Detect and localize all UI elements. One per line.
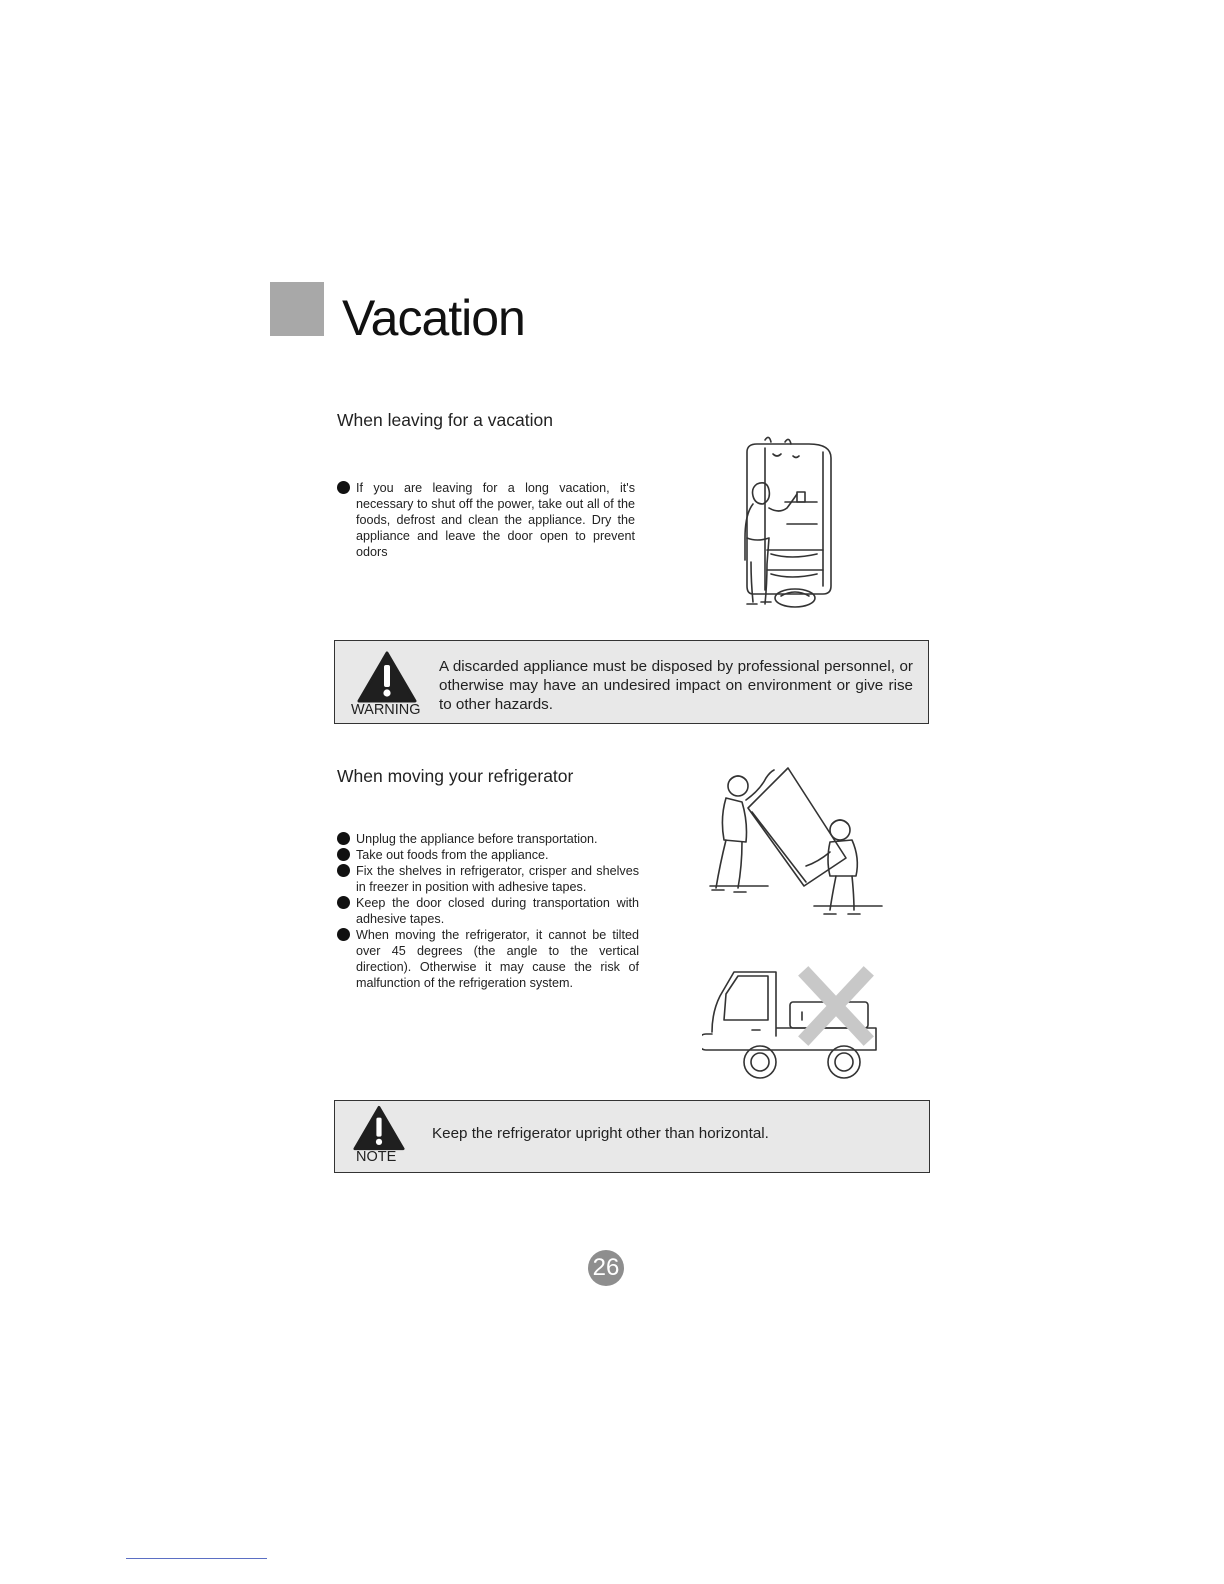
vacation-bullet-list (337, 480, 635, 560)
x-mark-icon (808, 976, 864, 1036)
bullet-icon (337, 481, 350, 494)
warning-box (334, 640, 929, 724)
moving-bullet-list (337, 831, 639, 991)
bullet-icon (337, 848, 350, 861)
bullet-text: Fix the shelves in refrigerator, crisper and shelves in freezer in position with adhesive tapes. (356, 864, 639, 894)
note-box (334, 1100, 930, 1173)
warning-triangle-icon (353, 1105, 405, 1151)
bullet-icon (337, 832, 350, 845)
page-title: Vacation (342, 290, 525, 346)
warning-label: WARNING (351, 702, 421, 718)
bullet-text: Keep the door closed during transportation with adhesive tapes. (356, 896, 639, 926)
bullet-icon (337, 896, 350, 909)
bullet-text: Take out foods from the appliance. (356, 848, 549, 862)
note-text: Keep the refrigerator upright other than horizontal. (432, 1125, 769, 1142)
fridge-cleaning-illustration (735, 432, 845, 614)
page-number-badge: 26 (588, 1250, 624, 1286)
list-item (337, 831, 639, 847)
vacation-section-heading: When leaving for a vacation (337, 410, 553, 430)
bullet-text: When moving the refrigerator, it cannot be tilted over 45 degrees (the angle to the vertical direction). Otherwise it may cause the risk of malfunction of the refrigeration system. (356, 928, 639, 990)
bullet-icon (337, 928, 350, 941)
moving-section-heading: When moving your refrigerator (337, 766, 574, 786)
truck-horizontal-transport-illustration (702, 966, 884, 1082)
warning-text: A discarded appliance must be disposed by professional personnel, or otherwise may have an undesired impact on environment or give rise to other hazards. (439, 658, 913, 713)
footer-divider (126, 1558, 267, 1559)
bullet-icon (337, 864, 350, 877)
note-label: NOTE (356, 1149, 397, 1165)
bullet-text: If you are leaving for a long vacation, it's necessary to shut off the power, take out all of the foods, defrost and clean the appliance. Dry the appliance and leave the door open to prevent odors (356, 481, 635, 559)
carrying-refrigerator-illustration (708, 764, 886, 924)
title-marker-block (270, 282, 324, 336)
warning-triangle-icon (357, 651, 417, 703)
list-item (337, 927, 639, 991)
list-item (337, 480, 635, 560)
list-item (337, 863, 639, 895)
list-item (337, 847, 639, 863)
bullet-text: Unplug the appliance before transportation. (356, 832, 598, 846)
list-item (337, 895, 639, 927)
